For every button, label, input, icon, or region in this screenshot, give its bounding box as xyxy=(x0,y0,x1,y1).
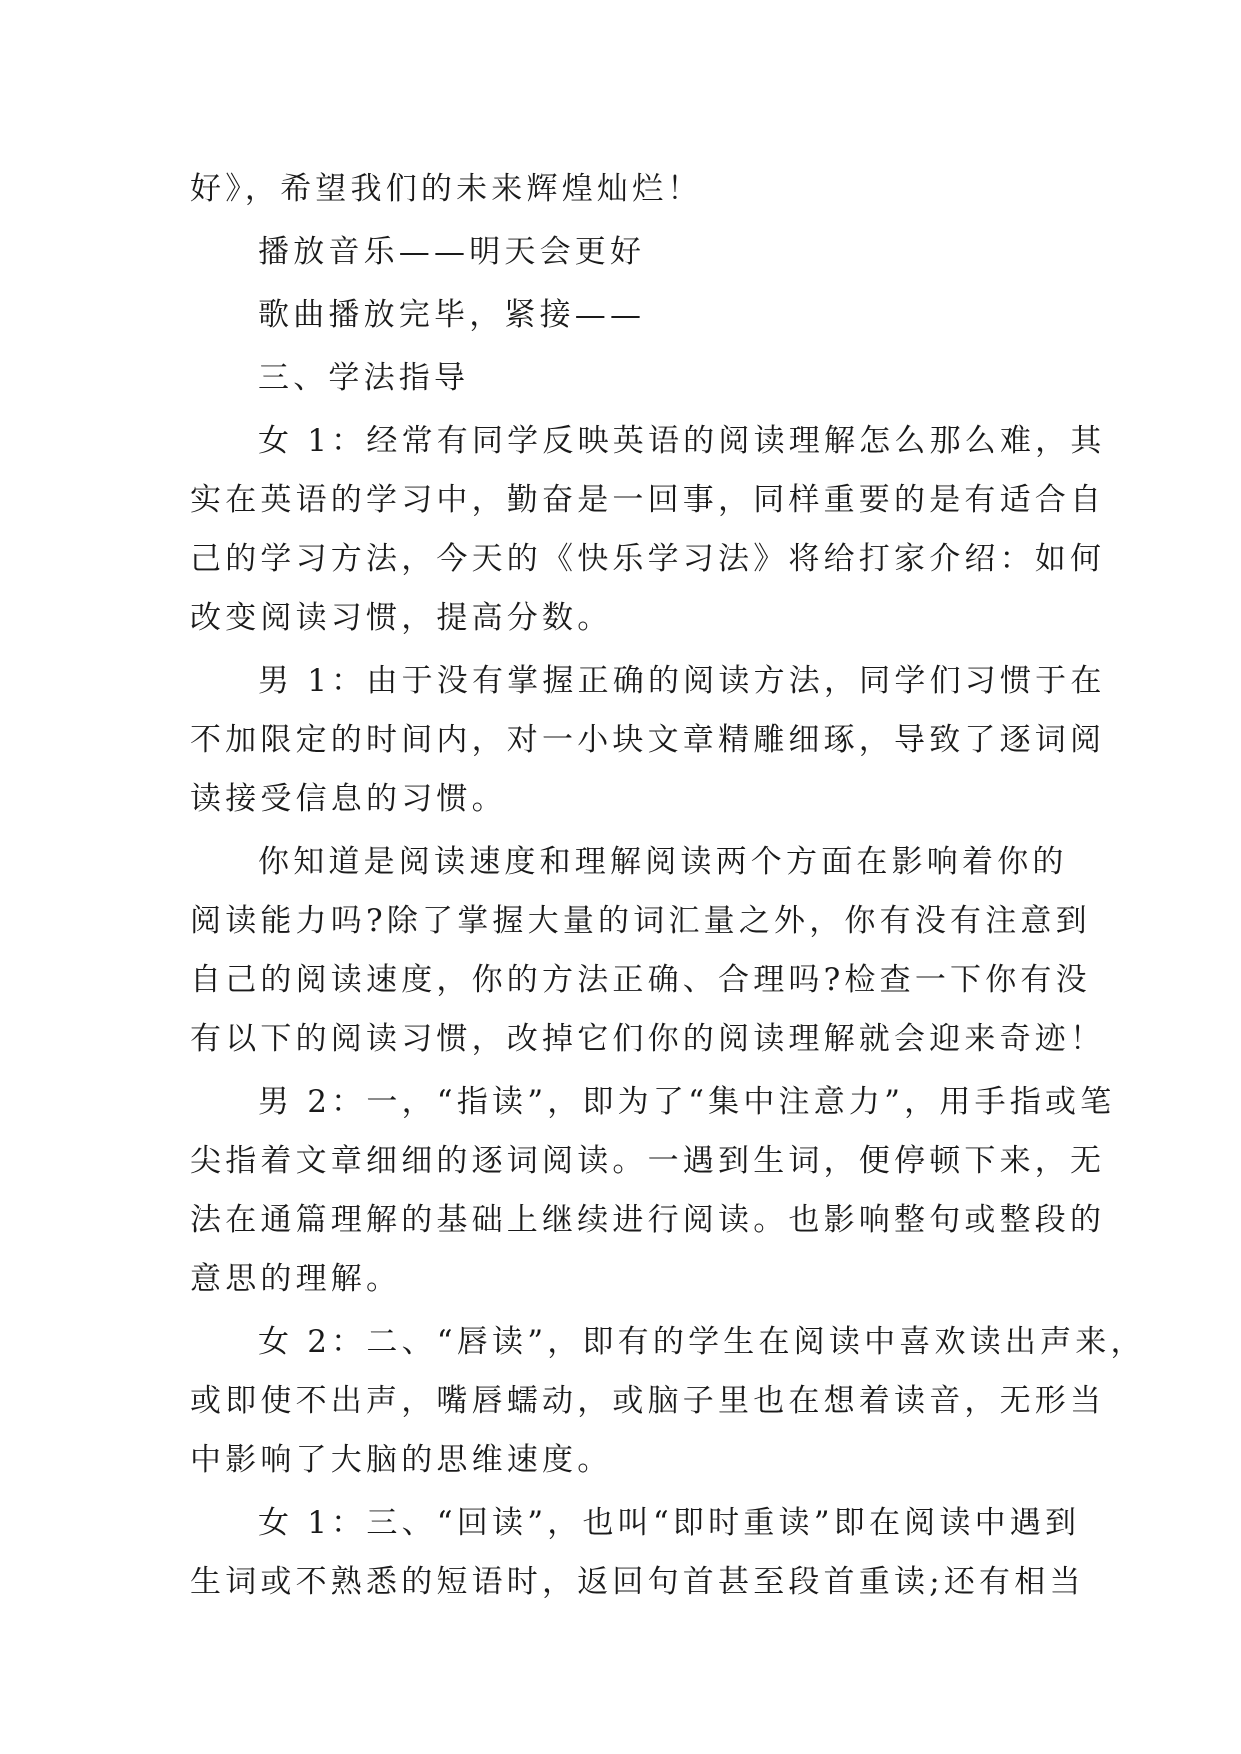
section-heading xyxy=(190,349,1070,408)
text-line: 好》，希望我们的未来辉煌灿烂！ xyxy=(190,171,703,207)
paragraph xyxy=(190,160,1070,219)
text-line: 你知道是阅读速度和理解阅读两个方面在影响着你的 xyxy=(258,844,1068,880)
paragraph xyxy=(190,1073,1116,1309)
paragraph xyxy=(190,1494,1085,1612)
text-line: 播放音乐——明天会更好 xyxy=(258,234,646,270)
text-line: 法在通篇理解的基础上继续进行阅读。也影响整句或整段的 xyxy=(190,1202,1106,1238)
text-line: 歌曲播放完毕，紧接—— xyxy=(258,297,646,333)
text-line: 生词或不熟悉的短语时，返回句首甚至段首重读;还有相当 xyxy=(190,1564,1085,1600)
text-line: 女 1：经常有同学反映英语的阅读理解怎么那么难，其 xyxy=(258,423,1106,459)
text-line: 自己的阅读速度，你的方法正确、合理吗?检查一下你有没 xyxy=(190,962,1091,998)
paragraph xyxy=(190,286,1070,345)
text-line: 改变阅读习惯，提高分数。 xyxy=(190,600,613,636)
text-line: 实在英语的学习中，勤奋是一回事，同样重要的是有适合自 xyxy=(190,482,1106,518)
text-line: 或即使不出声，嘴唇蠕动，或脑子里也在想着读音，无形当 xyxy=(190,1383,1106,1419)
paragraph xyxy=(190,652,1106,829)
document-body xyxy=(190,160,1146,1612)
text-line: 女 1：三、“回读”，也叫“即时重读”即在阅读中遇到 xyxy=(258,1505,1081,1541)
paragraph xyxy=(190,223,1070,282)
text-line: 不加限定的时间内，对一小块文章精雕细琢，导致了逐词阅 xyxy=(190,722,1106,758)
text-line: 意思的理解。 xyxy=(190,1261,402,1297)
text-line: 女 2：二、“唇读”，即有的学生在阅读中喜欢读出声来， xyxy=(258,1324,1146,1360)
text-line: 阅读能力吗?除了掌握大量的词汇量之外，你有没有注意到 xyxy=(190,903,1091,939)
text-line: 己的学习方法，今天的《快乐学习法》将给打家介绍：如何 xyxy=(190,541,1106,577)
text-line: 尖指着文章细细的逐词阅读。一遇到生词，便停顿下来，无 xyxy=(190,1143,1106,1179)
paragraph xyxy=(190,412,1106,648)
text-line: 中影响了大脑的思维速度。 xyxy=(190,1442,613,1478)
text-line: 男 2：一，“指读”，即为了“集中注意力”，用手指或笔 xyxy=(258,1084,1116,1120)
text-line: 三、学法指导 xyxy=(258,360,470,396)
paragraph xyxy=(190,833,1106,1069)
paragraph xyxy=(190,1313,1146,1490)
text-line: 有以下的阅读习惯，改掉它们你的阅读理解就会迎来奇迹！ xyxy=(190,1021,1106,1057)
text-line: 男 1：由于没有掌握正确的阅读方法，同学们习惯于在 xyxy=(258,663,1106,699)
text-line: 读接受信息的习惯。 xyxy=(190,781,507,817)
